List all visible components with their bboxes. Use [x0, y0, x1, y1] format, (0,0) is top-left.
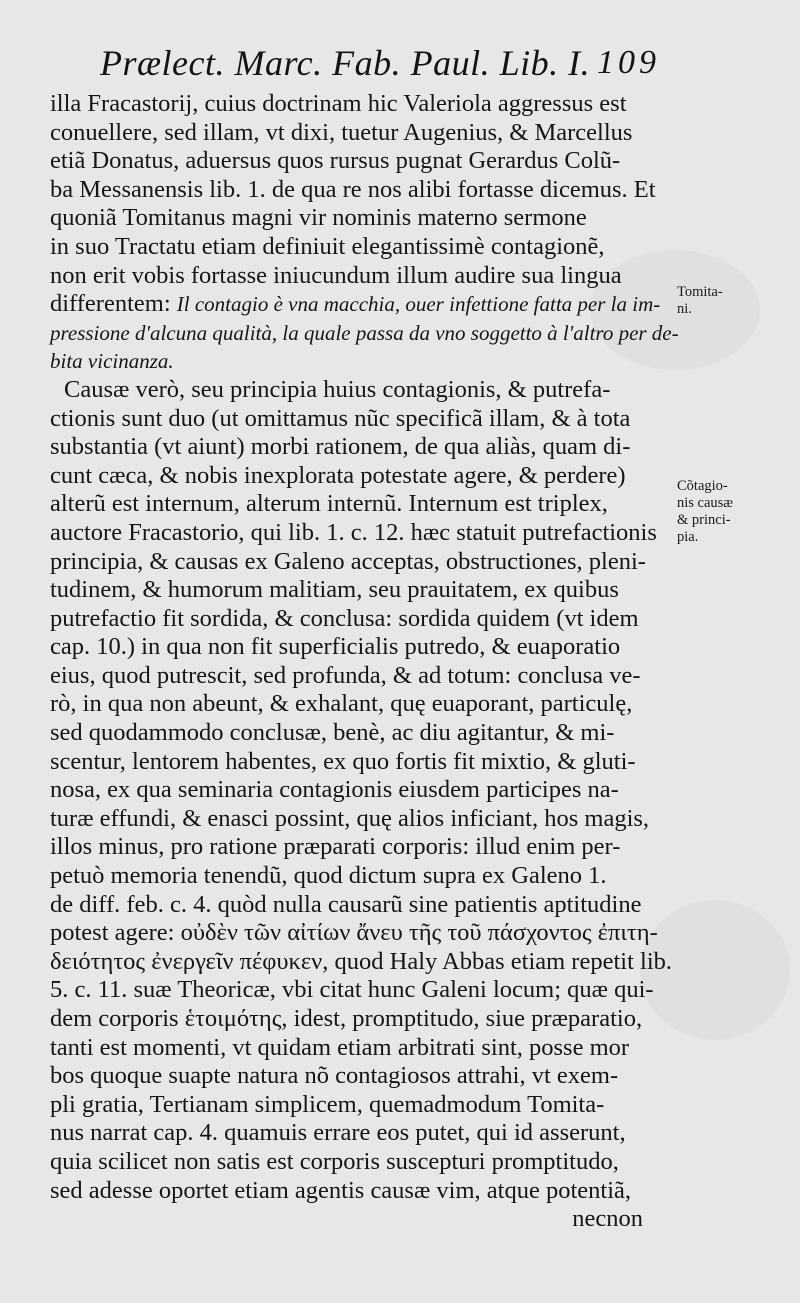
text-line: δειότητος ἐνεργεῖν πέφυκεν, quod Haly Abbas etiam repetit lib. — [50, 947, 672, 975]
margin-note-line: & princi- — [677, 512, 731, 528]
italic-quote: pressione d'alcuna qualità, la quale passa da vno soggetto à l'altro per de- — [50, 320, 679, 345]
body-text — [50, 90, 679, 1234]
margin-note-line: pia. — [677, 529, 699, 545]
text-line: putrefactio fit sordida, & conclusa: sordida quidem (vt idem — [50, 604, 639, 632]
text-line: sed quodammodo conclusæ, benè, ac diu agitantur, & mi- — [50, 719, 615, 747]
text-line: tanti est momenti, vt quidam etiam arbitrati sint, posse mor — [50, 1033, 630, 1061]
margin-note-contagionis — [677, 478, 787, 546]
text-line: nosa, ex qua seminaria contagionis eiusdem participes na- — [50, 776, 619, 804]
text-line: scentur, lentorem habentes, ex quo fortis fit mixtio, & gluti- — [50, 747, 636, 775]
text-line: non erit vobis fortasse iniucundum illum audire sua lingua — [50, 261, 622, 289]
text-line — [50, 347, 665, 376]
page-header — [100, 42, 660, 88]
text-line — [50, 319, 679, 348]
text-line: 5. c. 11. suæ Theoricæ, vbi citat hunc Galeni locum; quæ qui- — [50, 976, 654, 1004]
text-line: bos quoque suapte natura nõ contagiosos attrahi, vt exem- — [50, 1062, 619, 1090]
page-number: 109 — [597, 44, 660, 81]
text-line: substantia (vt aiunt) morbi rationem, de qua aliàs, quam di- — [50, 433, 631, 461]
text-line: dem corporis ἑτοιμότης, idest, promptitudo, siue præparatio, — [50, 1005, 643, 1032]
italic-quote: Il contagio è vna macchia, ouer infettione fatta per la im- — [176, 292, 661, 317]
text-line: eius, quod putrescit, sed profunda, & ad totum: conclusa ve- — [50, 661, 641, 689]
text-line: auctore Fracastorio, qui lib. 1. c. 12. hæc statuit putrefactionis — [50, 518, 657, 546]
text-line: Causæ verò, seu principia huius contagionis, & putrefa- — [64, 375, 611, 403]
text-line: nus narrat cap. 4. quamuis errare eos putet, qui id asserunt, — [50, 1119, 626, 1147]
margin-note-tomitani — [677, 284, 787, 318]
catchword: necnon — [572, 1205, 643, 1233]
text-line: etiã Donatus, aduersus quos rursus pugnat Gerardus Colũ- — [50, 147, 621, 175]
text-line: principia, & causas ex Galeno acceptas, obstructiones, pleni- — [50, 547, 646, 575]
text-line: illa Fracastorij, cuius doctrinam hic Valeriola aggressus est — [50, 90, 627, 117]
text-line: cap. 10.) in qua non fit superficialis putredo, & euaporatio — [50, 633, 621, 661]
text-line: conuellere, sed illam, vt dixi, tuetur Augenius, & Marcellus — [50, 118, 633, 146]
text-line: tudinem, & humorum malitiam, seu prauitatem, ex quibus — [50, 576, 619, 604]
text-line: turæ effundi, & enasci possint, quę alios inficiant, hos magis, — [50, 804, 650, 832]
running-head: Prælect. Marc. Fab. Paul. Lib. I. — [100, 43, 591, 83]
text-line: petuò memoria tenendũ, quod dictum supra ex Galeno 1. — [50, 862, 607, 890]
text-line: differentem: Il contagio è vna macchia, ouer infettione fatta per la im- — [50, 290, 661, 318]
text-line: illos minus, pro ratione præparati corporis: illud enim per- — [50, 833, 621, 861]
margin-note-line: Cõtagio- — [677, 478, 728, 494]
margin-note-line: ni. — [677, 301, 692, 317]
text-line: quia scilicet non satis est corporis suscepturi promptitudo, — [50, 1147, 619, 1175]
italic-quote: bita vicinanza. — [50, 349, 174, 374]
text-line: pli gratia, Tertianam simplicem, quemadmodum Tomita- — [50, 1090, 605, 1118]
text-line: ba Messanensis lib. 1. de qua re nos alibi fortasse dicemus. Et — [50, 175, 656, 203]
text-line: in suo Tractatu etiam definiuit elegantissimè contagionẽ, — [50, 232, 605, 260]
text-line: potest agere: οὐδὲν τῶν αἰτίων ἄνευ τῆς τοῦ πάσχοντος ἐπιτη- — [50, 919, 658, 947]
text-line: rò, in qua non abeunt, & exhalant, quę euaporant, particulę, — [50, 690, 633, 718]
text-line: sed adesse oportet etiam agentis causæ vim, atque potentiã, — [50, 1176, 632, 1204]
text-line: ctionis sunt duo (ut omittamus nũc specificã illam, & à tota — [50, 404, 631, 432]
text-line: cunt cæca, & nobis inexplorata potestate agere, & perdere) — [50, 461, 626, 489]
margin-note-line: nis causæ — [677, 495, 733, 511]
text-line: alterũ est internum, alterum internũ. Internum est triplex, — [50, 490, 608, 518]
text-line: quoniã Tomitanus magni vir nominis materno sermone — [50, 204, 587, 232]
margin-note-line: Tomita- — [677, 284, 723, 300]
text-line: de diff. feb. c. 4. quòd nulla causarũ sine patientis aptitudine — [50, 890, 642, 918]
